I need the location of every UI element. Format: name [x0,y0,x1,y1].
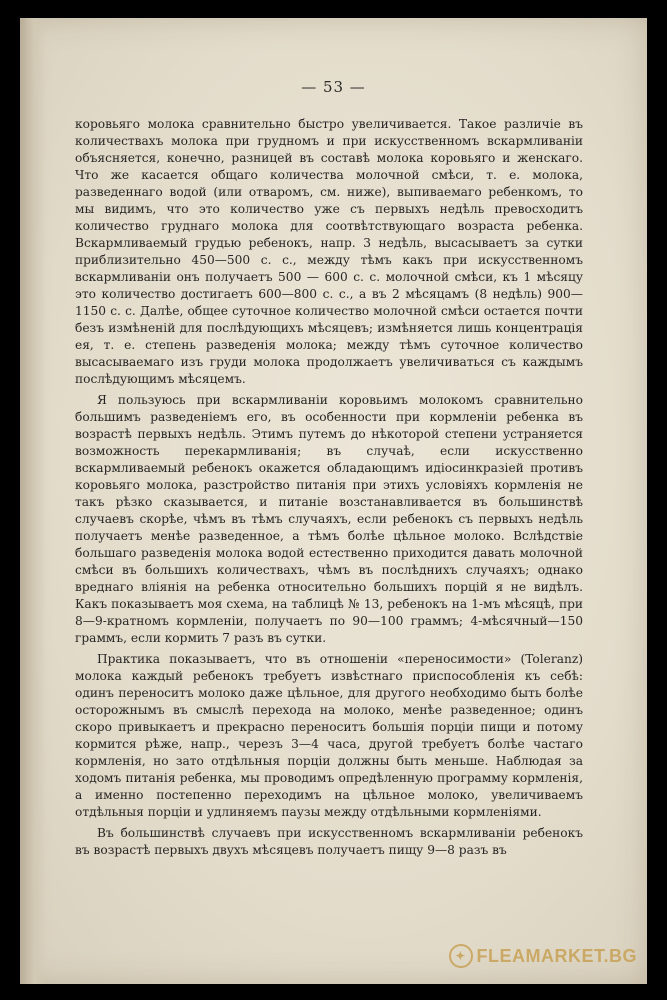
paragraph-1: коровьяго молока сравнительно быстро увеличивается. Такое различіе въ количествахъ молока при грудномъ и при искусственномъ вскармливаніи объясняется, конечно, разницей въ составѣ молока коровьяго и женскаго. Что же касается общаго количества молочной смѣси, т. е. молока, разведеннаго водой (или отваромъ, см. ниже), выпиваемаго ребенкомъ, то мы видимъ, что это количество уже съ первыхъ недѣль превосходитъ количество груднаго молока для соотвѣтствующаго возраста ребенка. Вскармливаемый грудью ребенокъ, напр. 3 недѣль, высасываетъ за сутки приблизительно 450—500 с. с., между тѣмъ какъ при искусственномъ вскармливаніи онъ получаетъ 500 — 600 с. с. молочной смѣси, къ 1 мѣсяцу это количество достигаетъ 600—800 с. с., а въ 2 мѣсяцамъ (8 недѣль) 900—1150 с. с. Далѣе, общее суточное количество молочной смѣси остается почти безъ измѣненій для послѣдующихъ мѣсяцевъ; измѣняется лишь концентрація ея, т. е. степень разведенія молока; между тѣмъ суточное количество высасываемаго изъ груди молока продолжаетъ увеличиваться съ каждымъ послѣдующимъ мѣсяцемъ. [75,117,583,386]
book-page [20,18,647,984]
page-body-text [75,116,583,863]
page-spine-shadow [20,18,46,984]
paragraph-2: Я пользуюсь при вскармливаніи коровьимъ молокомъ сравнительно большимъ разведеніемъ его, въ особенности при кормленіи ребенка въ возрастѣ первыхъ недѣль. Этимъ путемъ до нѣкоторой степени устраняется возможность перекармливанія; въ случаѣ, если искусственно вскармливаемый ребенокъ окажется обладающимъ идіосинкразіей противъ коровьяго молока, разстройство питанія при этихъ условіяхъ кормленія не такъ рѣзко сказывается, и питаніе возстанавливается въ большинствѣ случаевъ скорѣе, чѣмъ въ тѣмъ случаяхъ, если ребенокъ съ первыхъ недѣль получаетъ менѣе разведенное, а тѣмъ болѣе цѣльное молоко. Вслѣдствіе большаго разведенія молока водой естественно приходится давать молочной смѣси въ большихъ количествахъ, чѣмъ въ послѣднихъ случаяхъ; однако вреднаго вліянія на ребенка относительно большихъ порцій я не видѣлъ. Какъ показываетъ моя схема, на таблицѣ № 13, ребенокъ на 1-мъ мѣсяцѣ, при 8—9-кратномъ кормленіи, получаетъ по 90—100 граммъ; 4-мѣсячный—150 граммъ, если кормить 7 разъ въ сутки. [75,393,583,645]
page-number: — 53 — [301,78,366,96]
paragraph-3: Практика показываетъ, что въ отношеніи «переносимости» (Toleranz) молока каждый ребенокъ требуетъ извѣстнаго приспособленія къ себѣ: одинъ переноситъ молоко даже цѣльное, для другого необходимо быть болѣе осторожнымъ въ смыслѣ перехода на молоко, менѣе разведенное; одинъ скоро привыкаетъ и прекрасно переноситъ большія порціи пищи и потому кормится рѣже, напр., черезъ 3—4 часа, другой требуетъ болѣе частаго кормленія, но зато отдѣльныя порціи должны быть меньше. Наблюдая за ходомъ питанія ребенка, мы проводимъ опредѣленную программу кормленія, а именно постепенно переходимъ на цѣльное молоко, увеличиваемъ отдѣльныя порціи и удлиняемъ паузы между отдѣльными кормленіями. [75,652,583,819]
coin-logo-icon: ✦ [449,944,473,968]
watermark-text: FLEAMARKET.BG [476,945,637,966]
paragraph-4: Въ большинствѣ случаевъ при искусственномъ вскармливаніи ребенокъ въ возрастѣ первыхъ двухъ мѣсяцевъ получаетъ пищу 9—8 разъ въ [75,826,583,857]
fleamarket-watermark [449,944,638,968]
